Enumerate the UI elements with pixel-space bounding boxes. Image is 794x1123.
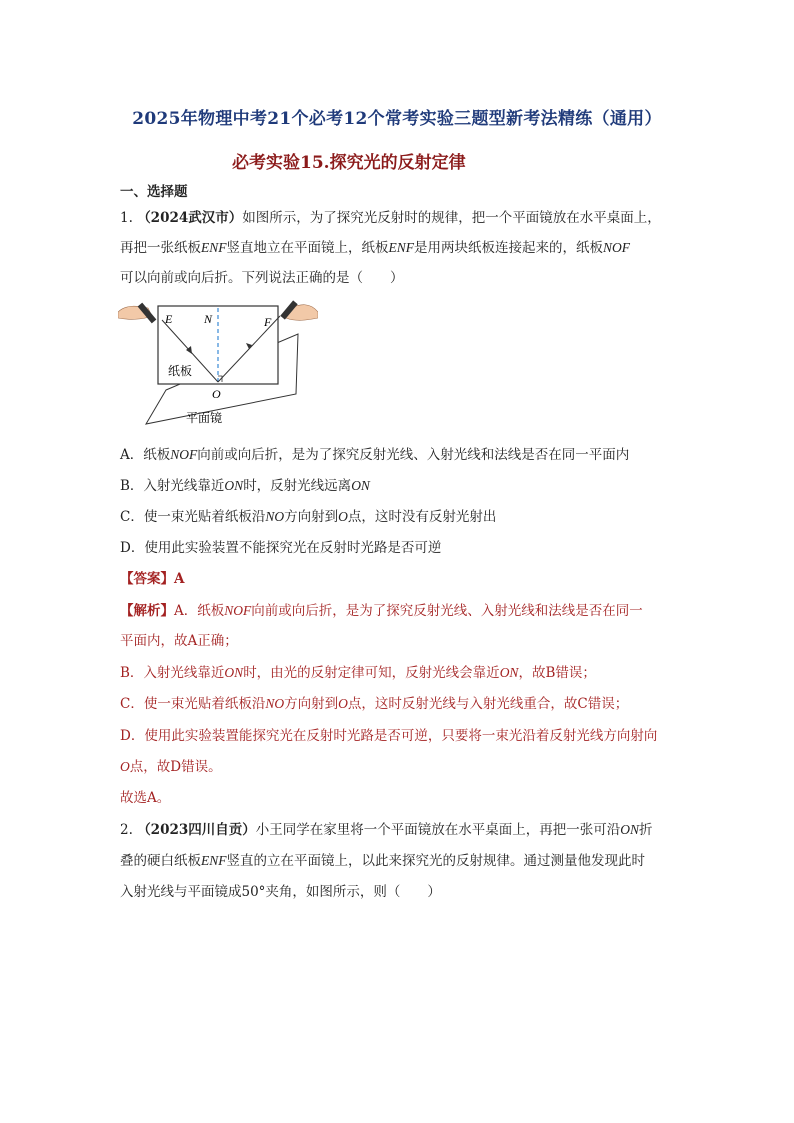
q1-exp1-nof: NOF bbox=[224, 603, 252, 618]
q1-label-enf-2: ENF bbox=[388, 240, 414, 255]
q2-line2-text-a: 叠的硬白纸板 bbox=[120, 853, 201, 869]
q2-line1 bbox=[120, 820, 680, 840]
q1-option-b bbox=[120, 476, 680, 496]
q1-option-a-nof: NOF bbox=[170, 447, 198, 462]
q1-option-a-text-a: A．纸板 bbox=[120, 447, 171, 463]
section-heading: 一、选择题 bbox=[120, 184, 188, 200]
reflection-experiment-figure bbox=[118, 298, 318, 434]
q1-line2-text-c: 是用两块纸板连接起来的，纸板 bbox=[414, 240, 603, 256]
q2-line2-enf: ENF bbox=[201, 853, 227, 868]
q2-line1-text-a: 小王同学在家里将一个平面镜放在水平桌面上，再把一张可沿 bbox=[255, 822, 621, 838]
q1-analysis-line3 bbox=[120, 663, 680, 683]
q1-label-enf: ENF bbox=[201, 240, 227, 255]
document-subtitle: 必考实验15.探究光的反射定律 bbox=[232, 153, 466, 173]
q1-option-c-text-a: C．使一束光贴着纸板沿 bbox=[120, 509, 266, 525]
q1-exp6-text-b: 点，故D错误。 bbox=[129, 759, 222, 775]
q1-analysis-line6 bbox=[120, 757, 680, 777]
q1-answer: 【答案】A bbox=[120, 571, 185, 587]
q1-exp3-on: ON bbox=[224, 665, 244, 680]
q1-exp3-on-2: ON bbox=[499, 665, 519, 680]
label-f: F bbox=[264, 315, 272, 329]
q2-line1-on: ON bbox=[620, 822, 640, 837]
q1-exp4-text-a: C．使一束光贴着纸板沿 bbox=[120, 696, 266, 712]
q2-source: （2023四川自贡） bbox=[137, 822, 256, 838]
q2-line2 bbox=[120, 851, 680, 871]
q1-exp1-text-b: 向前或向后折，是为了探究反射光线、入射光线和法线是否在同一 bbox=[251, 603, 643, 619]
label-plane-mirror: 平面镜 bbox=[186, 411, 223, 425]
q1-option-c bbox=[120, 507, 680, 527]
q1-exp4-no: NO bbox=[265, 696, 285, 711]
label-n: N bbox=[204, 312, 213, 326]
q1-analysis-line2: 平面内，故A正确； bbox=[120, 633, 238, 649]
q1-exp4-o: O bbox=[338, 696, 348, 711]
q1-line3: 可以向前或向后折。下列说法正确的是（ ） bbox=[120, 270, 404, 286]
q2-number: 2. bbox=[120, 822, 133, 838]
q1-analysis-line4 bbox=[120, 694, 680, 714]
q1-option-a-text-b: 向前或向后折，是为了探究反射光线、入射光线和法线是否在同一平面内 bbox=[197, 447, 630, 463]
q1-option-b-text-a: B．入射光线靠近 bbox=[120, 478, 225, 494]
q1-analysis-line5: D．使用此实验装置能探究光在反射时光路是否可逆，只要将一束光沿着反射光线方向射向 bbox=[120, 728, 658, 744]
q1-line2-text-b: 竖直地立在平面镜上，纸板 bbox=[226, 240, 389, 256]
q1-option-b-on-2: ON bbox=[351, 478, 370, 493]
q1-exp3-text-c: ，故B错误； bbox=[518, 665, 596, 681]
q2-line2-text-b: 竖直的立在平面镜上，以此来探究光的反射规律。通过测量他发现此时 bbox=[226, 853, 645, 869]
q1-option-c-text-b: 方向射到 bbox=[284, 509, 339, 525]
q1-exp4-text-b: 方向射到 bbox=[284, 696, 339, 712]
q1-text: 如图所示，为了探究光反射时的规律，把一个平面镜放在水平桌面上， bbox=[242, 210, 661, 226]
q1-line2-text-a: 再把一张纸板 bbox=[120, 240, 201, 256]
q1-exp3-text-a: B．入射光线靠近 bbox=[120, 665, 225, 681]
q1-exp3-text-b: 时，由光的反射定律可知，反射光线会靠近 bbox=[243, 665, 500, 681]
q1-label-nof: NOF bbox=[603, 240, 630, 255]
q2-line3: 入射光线与平面镜成50°夹角，如图所示，则（ ） bbox=[120, 884, 441, 900]
q1-conclusion: 故选A。 bbox=[120, 790, 171, 806]
q1-analysis-line1 bbox=[120, 601, 680, 621]
q1-exp1-text-a: A．纸板 bbox=[174, 603, 225, 619]
q1-option-a bbox=[120, 445, 680, 465]
label-e: E bbox=[165, 312, 173, 326]
q1-option-c-o: O bbox=[338, 509, 348, 524]
q1-line1 bbox=[120, 208, 680, 228]
q1-option-b-text-b: 时，反射光线远离 bbox=[243, 478, 352, 494]
q2-line1-text-b: 折 bbox=[639, 822, 653, 838]
q1-source: （2024武汉市） bbox=[137, 210, 243, 226]
q1-option-b-on: ON bbox=[224, 478, 244, 493]
q1-option-c-no: NO bbox=[265, 509, 285, 524]
q1-number: 1. bbox=[120, 210, 133, 226]
q1-option-d: D．使用此实验装置不能探究光在反射时光路是否可逆 bbox=[120, 540, 442, 556]
q1-option-c-text-c: 点，这时没有反射光射出 bbox=[347, 509, 497, 525]
label-paper-board: 纸板 bbox=[168, 364, 193, 378]
label-o: O bbox=[212, 387, 221, 401]
document-title: 2025年物理中考21个必考12个常考实验三题型新考法精练（通用） bbox=[132, 109, 662, 129]
q1-exp4-text-c: 点，这时反射光线与入射光线重合，故C错误； bbox=[347, 696, 629, 712]
q1-analysis-label: 【解析】 bbox=[120, 603, 174, 619]
q1-line2 bbox=[120, 238, 680, 258]
q1-exp6-o: O bbox=[120, 759, 130, 774]
